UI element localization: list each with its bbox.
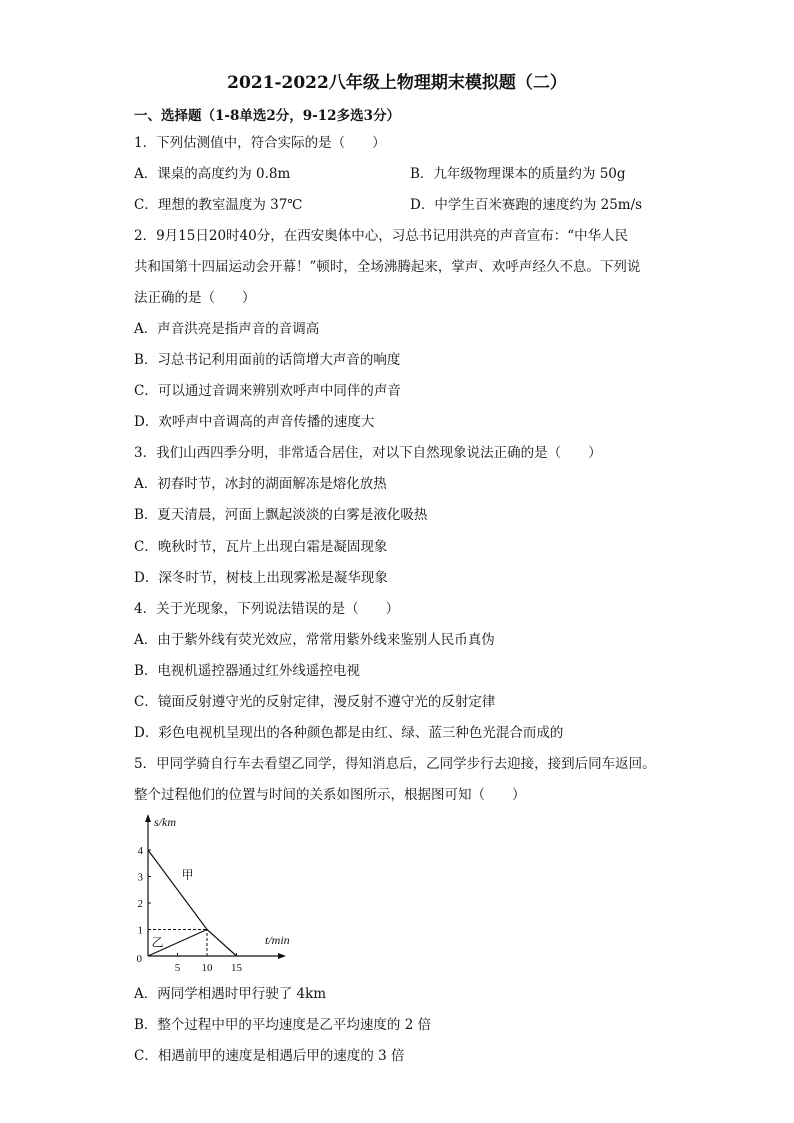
q4-option-c: C．镜面反射遵守光的反射定律，漫反射不遵守光的反射定律 (134, 694, 496, 710)
series-label-yi: 乙 (151, 935, 164, 950)
x-axis-arrow (278, 953, 286, 959)
q2-stem-line2: 共和国第十四届运动会开幕！”顿时，全场沸腾起来，掌声、欢呼声经久不息。下列说 (134, 259, 641, 275)
x-tick-label: 10 (201, 962, 213, 972)
page-title: 2021-2022八年级上物理期末模拟题（二） (227, 73, 567, 93)
q4-option-b: B．电视机遥控器通过红外线遥控电视 (134, 663, 360, 679)
y-tick-label: 4 (137, 845, 143, 857)
q1-option-c: C．理想的教室温度为 37℃ (134, 197, 303, 213)
q4-stem: 4．关于光现象，下列说法错误的是（ ） (134, 601, 400, 617)
q3-stem: 3．我们山西四季分明，非常适合居住，对以下自然现象说法正确的是（ ） (134, 445, 602, 461)
q5-option-b: B．整个过程中甲的平均速度是乙平均速度的 2 倍 (134, 1017, 432, 1033)
q1-option-b: B．九年级物理课本的质量约为 50g (410, 166, 626, 182)
y-axis-arrow (145, 814, 151, 822)
origin-label: 0 (136, 953, 142, 965)
y-tick-label: 1 (137, 924, 143, 937)
series-label-jia: 甲 (181, 868, 194, 883)
q1-option-a: A．课桌的高度约为 0.8m (134, 166, 291, 182)
x-axis-label: t/min (265, 933, 290, 947)
q2-option-b: B．习总书记利用面前的话筒增大声音的响度 (134, 352, 401, 368)
q2-option-d: D．欢呼声中音调高的声音传播的速度大 (134, 414, 375, 430)
q5-option-a: A．两同学相遇时甲行驶了 4km (134, 986, 327, 1002)
q3-option-a: A．初春时节，冰封的湖面解冻是熔化放热 (134, 476, 387, 492)
q4-option-a: A．由于紫外线有荧光效应，常常用紫外线来鉴别人民币真伪 (134, 632, 495, 648)
q2-stem-line3: 法正确的是（ ） (134, 290, 256, 306)
y-axis-label: s/km (154, 815, 176, 829)
q1-stem: 1．下列估测值中，符合实际的是（ ） (134, 135, 386, 151)
q4-option-d: D．彩色电视机呈现出的各种颜色都是由红、绿、蓝三种色光混合而成的 (134, 725, 564, 741)
x-tick-label: 5 (174, 962, 181, 972)
q3-option-b: B．夏天清晨，河面上飘起淡淡的白雾是液化吸热 (134, 507, 428, 523)
x-tick-label: 15 (231, 962, 242, 972)
q3-option-d: D．深冬时节，树枝上出现雾凇是凝华现象 (134, 570, 388, 586)
q3-option-c: C．晚秋时节，瓦片上出现白霜是凝固现象 (134, 539, 388, 555)
q5-option-c: C．相遇前甲的速度是相遇后甲的速度的 3 倍 (134, 1048, 405, 1064)
q5-stem-line2: 整个过程他们的位置与时间的关系如图所示，根据图可知（ ） (134, 787, 526, 803)
q2-option-a: A．声音洪亮是指声音的音调高 (134, 321, 320, 337)
y-tick-label: 2 (137, 898, 143, 910)
q2-option-c: C．可以通过音调来辨别欢呼声中同伴的声音 (134, 383, 401, 399)
section-heading: 一、选择题（1-8单选2分，9-12多选3分） (134, 108, 400, 124)
position-time-graph (128, 812, 303, 972)
q1-option-d: D．中学生百米赛跑的速度约为 25m/s (410, 197, 643, 213)
q5-stem-line1: 5．甲同学骑自行车去看望乙同学，得知消息后，乙同学步行去迎接，接到后同车返回。 (134, 756, 656, 772)
q2-stem-line1: 2．9月15日20时40分，在西安奥体中心，习总书记用洪亮的声音宣布：“中华人民 (134, 228, 629, 244)
y-tick-label: 3 (137, 871, 143, 884)
